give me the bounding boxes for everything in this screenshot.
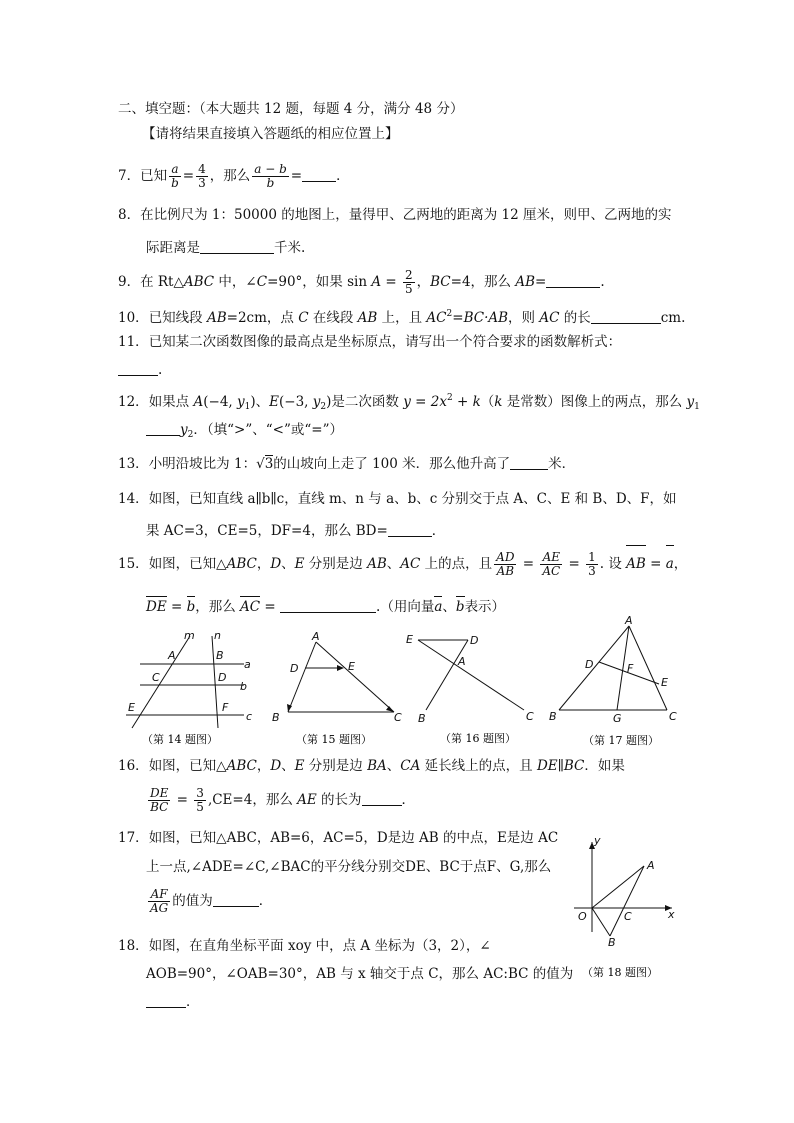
answer-blank[interactable] [591,309,661,324]
answer-blank[interactable] [280,598,376,613]
figure-18 [560,832,690,982]
answer-blank[interactable] [146,993,186,1008]
question-18-line-3: ． [146,992,200,1012]
section-instruction: 【请将结果直接填入答题纸的相应位置上】 [142,126,399,142]
caption-15: （第 15 题图） [296,733,372,746]
question-14-line-2: 果 AC=3，CE=5，DF=4，那么 BD= ． [146,523,446,539]
answer-blank[interactable] [362,791,402,806]
question-16-line-1: 16．如图，已知△ABC，D、E 分别是边 BA、CA 延长线上的点，且 DE∥BC．如果 [118,758,625,774]
label-A: A [625,614,633,627]
label-O: O [578,910,587,923]
label-B: B [608,936,616,949]
label-E: E [128,701,135,714]
answer-blank[interactable] [388,522,432,537]
label-y: y [594,834,601,847]
answer-blank[interactable] [146,421,180,436]
answer-blank[interactable] [302,167,336,182]
label-F: F [627,662,634,675]
label-C: C [624,910,632,923]
question-8-line-1: 8．在比例尺为 1：50000 的地图上，量得甲、乙两地的距离为 12 厘米，则甲、乙两地的实 [118,207,672,223]
label-C: C [526,710,534,723]
label-a: a [244,658,251,671]
caption-18: （第 18 题图） [582,966,658,979]
label-F: F [222,701,229,714]
label-E: E [348,660,355,673]
answer-blank[interactable] [118,361,158,376]
label-B: B [418,712,426,725]
figure-14 [118,628,270,750]
label-A: A [168,649,176,662]
answer-blank[interactable] [510,455,548,470]
question-17-line-2: 上一点,∠ADE=∠C,∠BAC的平分线分别交DE、BC于点F、G,那么 [146,859,552,875]
label-G: G [613,712,622,725]
figure-15 [270,628,410,750]
question-7: 7．已知 $\frac{a}{b}$ = $\frac{4}{3}$ ，那么 $\frac{a - b}{b}$ = ． [118,162,350,190]
question-18-line-1: 18．如图，在直角坐标平面 xoy 中，点 A 坐标为（3，2），∠ [118,938,491,954]
label-D: D [585,658,594,671]
label-D: D [290,662,299,675]
question-9: 9．在 Rt△ABC 中，∠C=90°，如果 sin A = $\frac{2}{5}$ ，BC=4，那么 AB= . [118,268,605,296]
answer-blank[interactable] [213,892,259,907]
question-10: 10．已知线段 AB=2cm，点 C 在线段 AB 上，且 $AC^2=BC\cdot AB$，则 AC 的长 cm. [118,309,686,326]
label-c: c [246,710,253,723]
section-title: 二、填空题：（本大题共 12 题，每题 4 分，满分 48 分） [118,101,464,117]
figure-16 [400,628,550,750]
question-15-line-1: 15．如图，已知△ABC，D、E 分别是边 AB、AC 上的点，且 $\frac{AD}{AB}$ = $\frac{AE}{AC}$ = $\frac{1}{3}$ . 设 AB = a， [118,546,687,582]
question-11-line-2: . [118,360,162,380]
question-15-line-2: DE = b，那么 AC = .（用向量a、b表示） [146,599,506,615]
question-11-line-1: 11．已知某二次函数图像的最高点是坐标原点，请写出一个符合要求的函数解析式： [118,334,622,350]
label-C: C [669,710,677,723]
question-18-line-2: AOB=90°，∠OAB=30°，AB 与 x 轴交于点 C，那么 AC:BC 的值为 [146,966,574,982]
label-E: E [406,633,413,646]
answer-blank[interactable] [546,273,600,288]
label-D: D [470,634,479,647]
question-16-line-2: $\frac{DE}{BC}$ = $\frac{3}{5}$ ,CE=4，那么 AE 的长为 ． [150,786,416,814]
label-n: n [214,629,221,642]
question-17-line-1: 17．如图，已知△ABC，AB=6，AC=5，D是边 AB 的中点，E是边 AC [118,830,559,846]
caption-17: （第 17 题图） [583,734,659,747]
figure-17 [545,612,685,752]
label-C: C [152,671,160,684]
question-12-line-2: $y_2$．（填“>”、“<”或“=”） [146,420,343,445]
question-14-line-1: 14．如图，已知直线 a∥b∥c，直线 m、n 与 a、b、c 分别交于点 A、C、E 和 B、D、F，如 [118,491,677,507]
question-8-line-2: 际距离是 千米. [146,240,306,256]
label-A: A [458,655,466,668]
label-A: A [647,859,655,872]
question-13: 13．小明沿坡比为 1：√3的山坡向上走了 100 米．那么他升高了 米． [118,456,576,472]
label-B: B [216,649,224,662]
label-A: A [312,630,320,643]
caption-16: （第 16 题图） [440,732,516,745]
label-x: x [668,908,675,921]
label-C: C [394,711,402,724]
label-B: B [549,710,557,723]
question-17-line-3: $\frac{AF}{AG}$ 的值为 ． [150,887,273,915]
label-D: D [218,671,227,684]
label-B: B [272,711,280,724]
caption-14: （第 14 题图） [142,733,218,746]
label-m: m [184,629,195,642]
label-b: b [240,680,247,693]
answer-blank[interactable] [200,239,274,254]
question-12-line-1: 12．如果点 A(−4, $y_1$)、E(−3, $y_2$)是二次函数 $y = 2x^2 + k(k$ 是常数）图像上的两点，那么 $y_1$ [118,393,700,412]
label-E: E [661,676,668,689]
